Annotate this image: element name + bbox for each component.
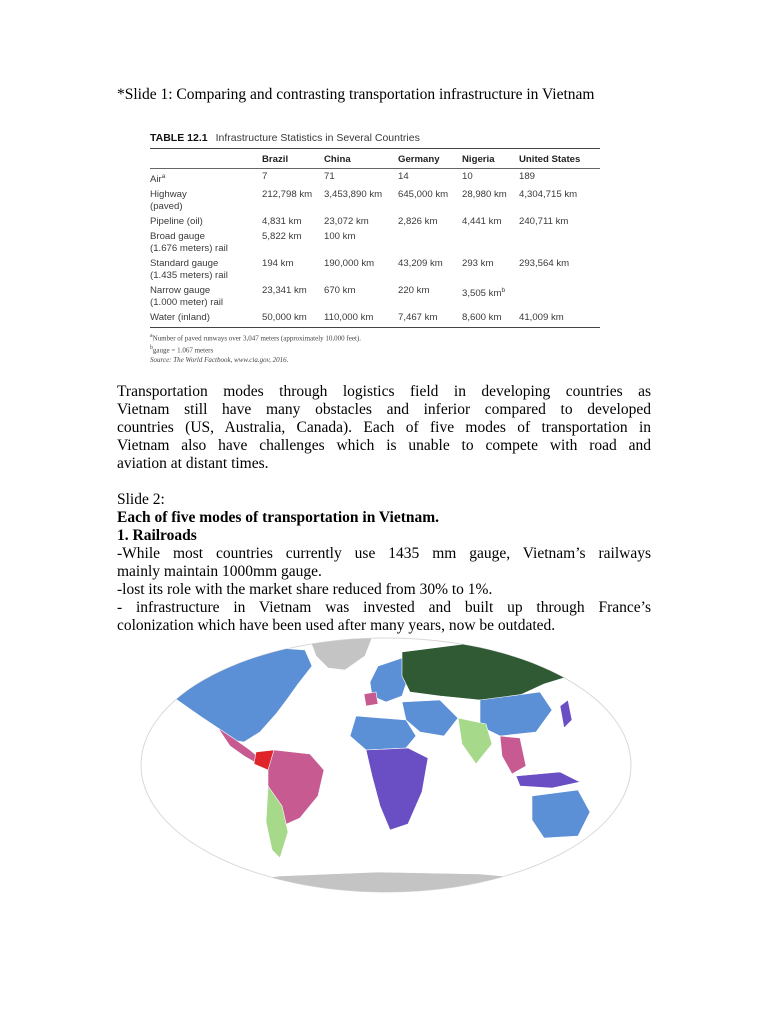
new-zealand-region	[598, 828, 610, 850]
row-label: Air$^a$	[150, 173, 166, 186]
table-cell	[462, 229, 519, 256]
table-cell: 110,000 km	[324, 310, 398, 328]
table-cell: 4,441 km	[462, 216, 502, 228]
table-cell: 41,009 km	[519, 310, 600, 328]
row-label: Broad gauge (1.676 meters) rail	[150, 231, 228, 255]
table-cell	[519, 229, 600, 256]
antarctica-region	[160, 872, 620, 894]
table-cell: 8,600 km	[462, 310, 519, 328]
table-cell: 240,711 km	[519, 216, 569, 228]
table-cell: 14	[398, 171, 409, 182]
footnote-b: $^b$gauge = 1.067 meters	[150, 345, 214, 355]
table-caption: Infrastructure Statistics in Several Countries	[215, 132, 420, 144]
table-cell: 4,831 km	[262, 216, 302, 228]
row-label: Pipeline (oil)	[150, 216, 203, 228]
table-cell: 190,000 km	[324, 258, 375, 270]
table-cell: 4,304,715 km	[519, 189, 578, 201]
table-cell: 212,798 km	[262, 189, 313, 201]
table-cell: 3,505 $km^b$	[462, 287, 506, 300]
north-africa-region	[350, 716, 416, 750]
table-footnotes	[150, 332, 600, 365]
modes-heading: Each of five modes of transportation in Vietnam.	[117, 509, 440, 526]
iberia-region	[364, 692, 378, 706]
table-number: TABLE 12.1	[150, 132, 208, 144]
row-label: Narrow gauge (1.000 meter) rail	[150, 285, 224, 309]
text-line: - infrastructure in Vietnam was invested and built up through France’s	[117, 599, 651, 616]
table-cell: 28,980 km	[462, 189, 507, 201]
table-cell	[519, 283, 600, 310]
text-line: Vietnam also have challenges which is unable to compete with road and	[117, 437, 651, 454]
column-header: Germany	[398, 149, 462, 169]
table-cell	[398, 229, 462, 256]
table-cell: 194 km	[262, 258, 294, 270]
text-line: -lost its role with the market share reduced from 30% to 1%.	[117, 581, 493, 598]
text-line: Vietnam still have many obstacles and inferior compared to developed	[117, 401, 651, 418]
table-cell: 23,072 km	[324, 216, 369, 228]
slide2-label: Slide 2:	[117, 491, 165, 508]
text-line: Transportation modes through logistics field in developing countries as	[117, 383, 651, 400]
table-cell: 10	[462, 171, 473, 182]
slide2-section	[117, 491, 651, 635]
table-row	[150, 214, 600, 229]
table-source: Source: The World Factbook, www.cia.gov, 2016.	[150, 355, 289, 364]
world-rail-gauge-map	[140, 636, 632, 894]
table-row	[150, 283, 600, 310]
table-row	[150, 187, 600, 214]
table-header-row	[150, 149, 600, 169]
row-label: Standard gauge (1.435 meters) rail	[150, 258, 228, 282]
stats-table	[150, 149, 600, 328]
table-cell: 189	[519, 171, 536, 182]
row-label: Highway (paved)	[150, 189, 187, 213]
table-cell: 645,000 km	[398, 189, 449, 201]
table-cell: 220 km	[398, 285, 430, 297]
table-row	[150, 256, 600, 283]
table-row	[150, 169, 600, 188]
text-line: countries (US, Australia, Canada). Each of five modes of transportation in	[117, 419, 651, 436]
text-line: -While most countries currently use 1435 mm gauge, Vietnam’s railways	[117, 545, 651, 562]
table-row	[150, 229, 600, 256]
footnote-a: $^a$Number of paved runways over 3,047 meters (approximately 10,000 feet).	[150, 333, 361, 343]
railroads-heading: 1. Railroads	[117, 527, 197, 544]
text-line: colonization which have been used after many years, now be outdated.	[117, 617, 556, 634]
table-cell: 7,467 km	[398, 310, 462, 328]
column-header: Nigeria	[462, 149, 519, 169]
table-cell: 293,564 km	[519, 258, 570, 270]
column-header: Brazil	[262, 149, 324, 169]
table-cell: 71	[324, 171, 335, 182]
table-cell: 293 km	[462, 258, 494, 270]
table-cell: 23,341 km	[262, 285, 307, 297]
column-header: China	[324, 149, 398, 169]
table-cell: 100 km	[324, 231, 356, 243]
infrastructure-table	[150, 132, 600, 365]
text-line: mainly maintain 1000mm gauge.	[117, 563, 322, 580]
table-cell: 3,453,890 km	[324, 189, 383, 201]
column-header	[150, 149, 262, 169]
column-header: United States	[519, 149, 600, 169]
table-cell: 7	[262, 171, 268, 182]
table-cell: 43,209 km	[398, 258, 443, 270]
slide1-heading: *Slide 1: Comparing and contrasting transportation infrastructure in Vietnam	[117, 86, 595, 103]
row-label: Water (inland)	[150, 310, 262, 328]
intro-paragraph	[117, 383, 651, 473]
table-cell: 5,822 km	[262, 231, 302, 243]
table-title	[150, 132, 600, 149]
table-cell: 2,826 km	[398, 216, 438, 228]
table-cell: 670 km	[324, 285, 356, 297]
text-line: aviation at distant times.	[117, 455, 269, 472]
table-cell: 50,000 km	[262, 310, 324, 328]
table-row	[150, 310, 600, 328]
